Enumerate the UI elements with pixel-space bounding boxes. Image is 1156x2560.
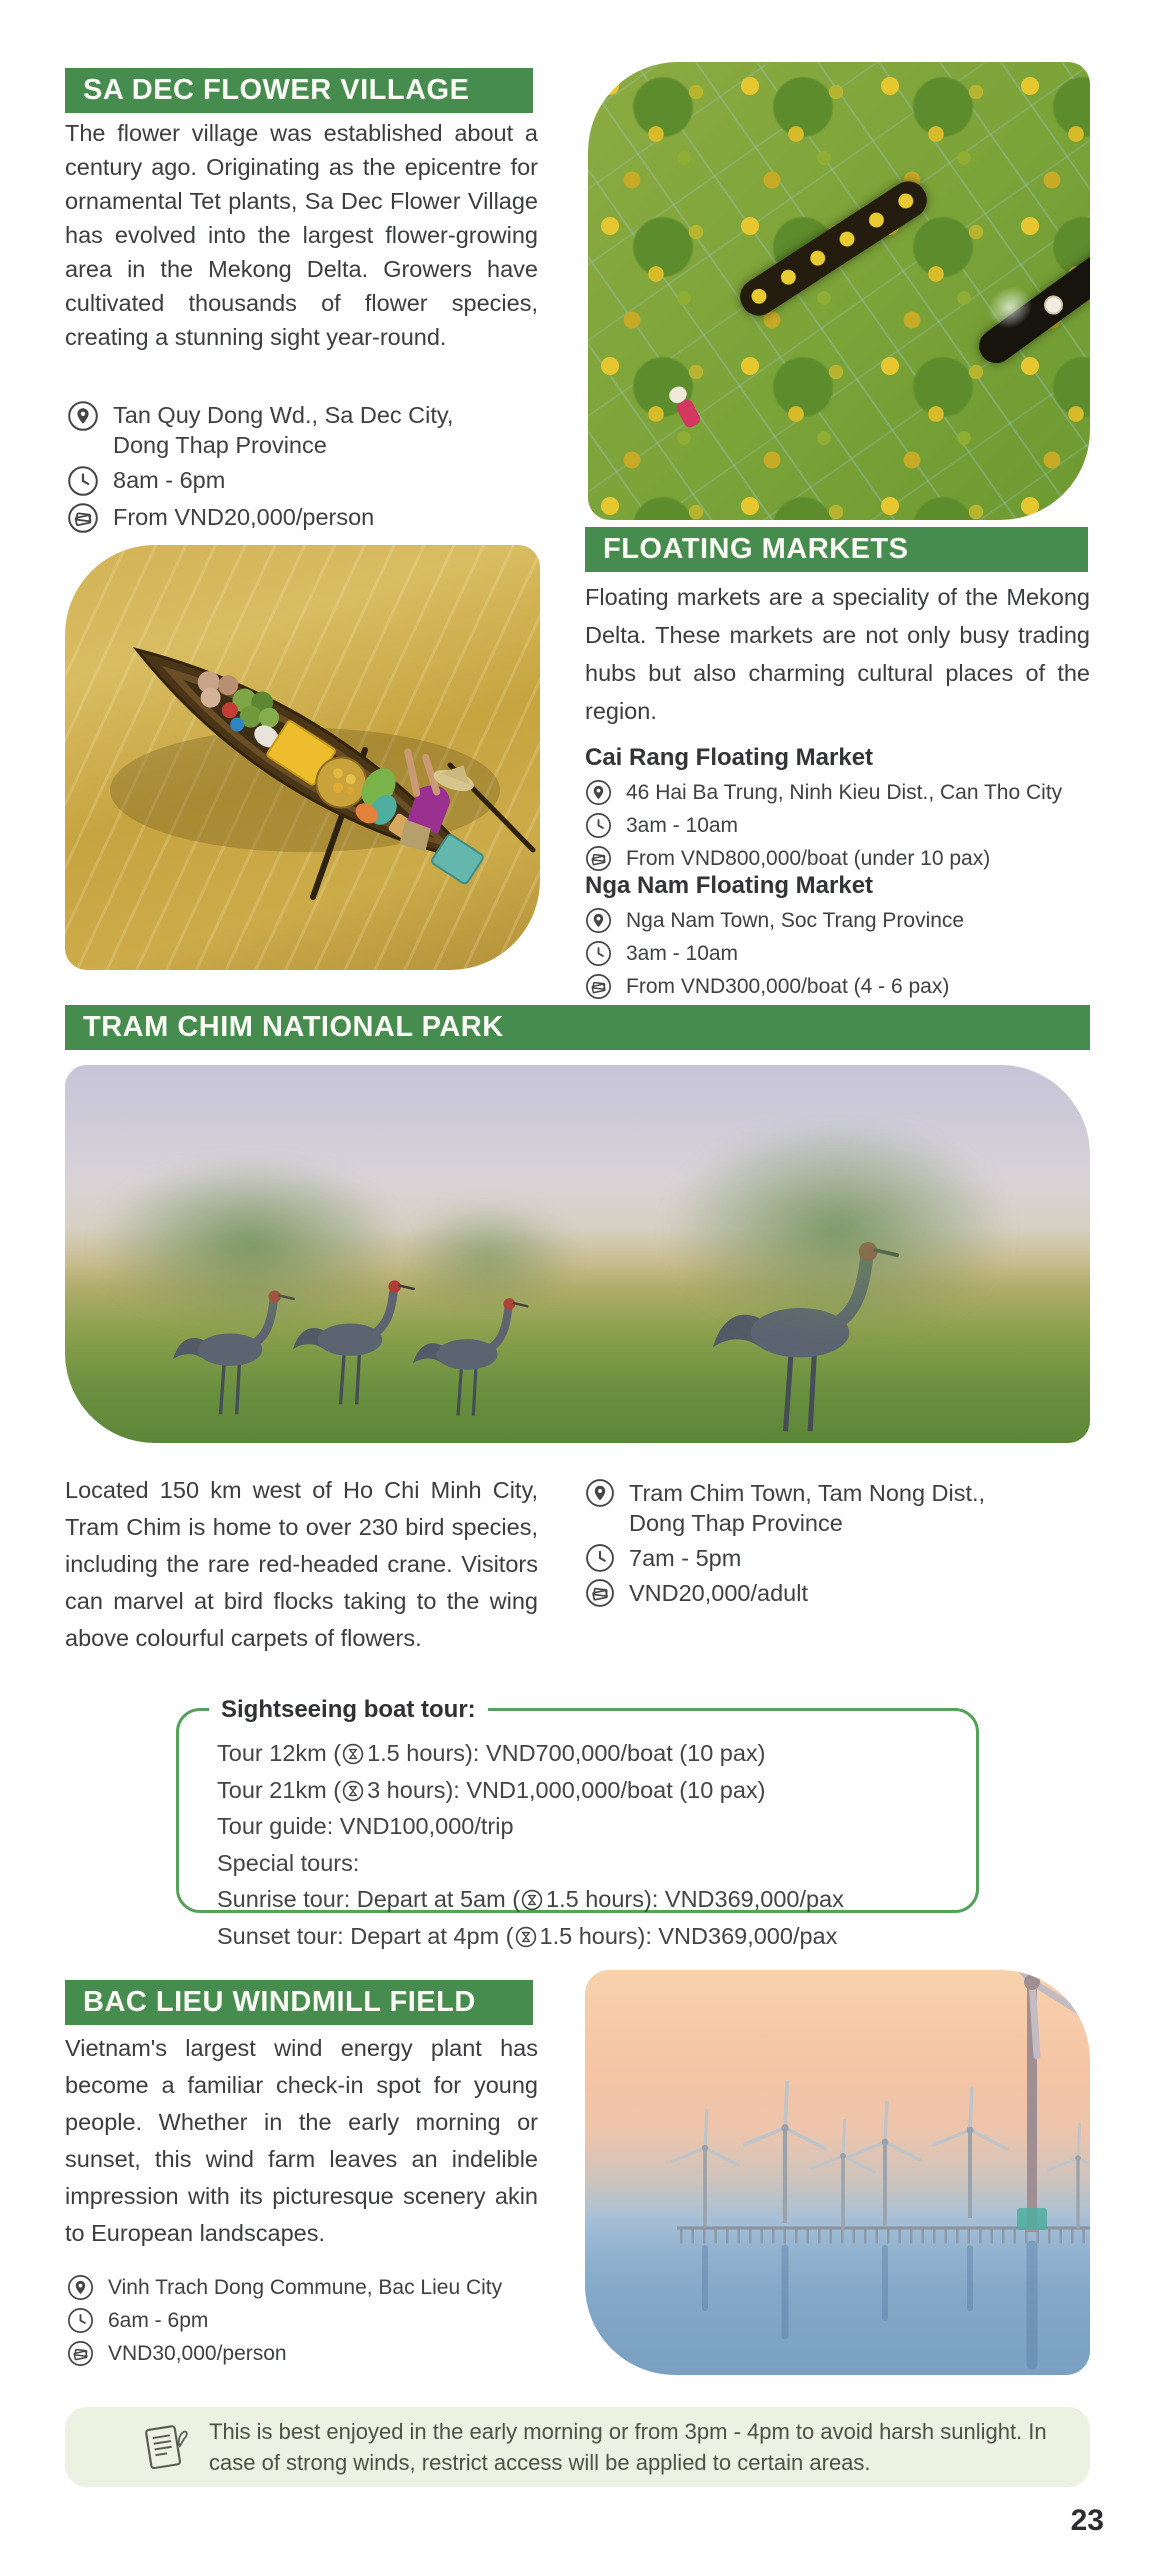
location-line2: Dong Thap Province: [113, 432, 327, 458]
market-name: Nga Nam Floating Market: [585, 872, 874, 899]
location-text: Nga Nam Town, Soc Trang Province: [626, 909, 965, 932]
tour-line: [217, 1881, 976, 1918]
tour-line-text: Tour guide: VND100,000/trip: [217, 1813, 514, 1839]
location-line2: Dong Thap Province: [629, 1510, 843, 1536]
sightseeing-boat-tour-box: [176, 1696, 979, 1949]
market-boat-illustration: [65, 545, 540, 970]
sa-dec-photo: [588, 62, 1090, 520]
location-text: 46 Hai Ba Trung, Ninh Kieu Dist., Can Tho City: [626, 781, 1063, 804]
market-name: Cai Rang Floating Market: [585, 744, 874, 771]
section-title: SA DEC FLOWER VILLAGE: [83, 74, 470, 106]
price-text: From VND800,000/boat (under 10 pax): [626, 847, 991, 870]
price-text: From VND300,000/boat (4 - 6 pax): [626, 975, 950, 998]
money-icon: [67, 502, 99, 534]
tree: [95, 1157, 405, 1332]
clock-icon: [67, 2307, 94, 2334]
tip-note-text: This is best enjoyed in the early morning or from 3pm - 4pm to avoid harsh sunlight. In case of strong winds, restrict access will be applied to certain areas.: [209, 2419, 1047, 2475]
money-icon: [585, 973, 612, 1000]
tour-line-text: Sunrise tour: Depart at 5am (: [217, 1886, 521, 1912]
tour-box-title: Sightseeing boat tour:: [209, 1694, 488, 1726]
tip-note-box: [65, 2407, 1090, 2487]
hours-text: 3am - 10am: [626, 942, 739, 965]
clock-icon: [67, 465, 99, 497]
section-title: FLOATING MARKETS: [603, 533, 909, 565]
info-row-hours: [67, 465, 540, 497]
clock-icon: [585, 812, 612, 839]
floating-markets-description: Floating markets are a speciality of the Mekong Delta. These markets are not only busy trading hubs but also charming cultural places of the region.: [585, 584, 1090, 724]
tour-line: [217, 1808, 976, 1845]
flower-boat: [733, 174, 933, 322]
wind-turbines-illustration: [585, 1970, 1090, 2375]
price-text: VND30,000/person: [108, 2342, 287, 2365]
flower-boat: [972, 204, 1090, 370]
tour-line: [217, 1918, 976, 1955]
location-text: [629, 1478, 985, 1538]
info-row-location: [67, 400, 540, 460]
location-pin-icon: [585, 779, 612, 806]
tree: [395, 1200, 580, 1315]
bac-lieu-info: [67, 2274, 540, 2373]
tram-chim-info: [585, 1478, 1090, 1613]
info-row-price: [67, 2340, 540, 2368]
info-row-location: [585, 1478, 1090, 1538]
location-text: [113, 400, 453, 460]
section-header-sa-dec: [65, 68, 533, 113]
section-header-bac-lieu: [65, 1980, 533, 2025]
bac-lieu-description: Vietnam's largest wind energy plant has become a familiar check-in spot for young people. Whether in the early morning or sunset, this wind farm leaves an indelible impression with its picturesque scenery akin to European landscapes.: [65, 2035, 538, 2246]
sa-dec-info: [67, 400, 540, 539]
money-icon: [67, 2340, 94, 2367]
section-title: TRAM CHIM NATIONAL PARK: [83, 1011, 504, 1043]
water-spray: [980, 278, 1041, 337]
location-text: Vinh Trach Dong Commune, Bac Lieu City: [108, 2276, 503, 2299]
section-title: BAC LIEU WINDMILL FIELD: [83, 1986, 476, 2018]
location-line1: Tan Quy Dong Wd., Sa Dec City,: [113, 402, 454, 428]
info-row-location: [585, 779, 1090, 807]
price-text: VND20,000/adult: [629, 1580, 808, 1606]
tour-line: [217, 1845, 976, 1882]
tour-line-text: 1.5 hours): VND369,000/pax: [546, 1886, 844, 1912]
tour-line: [217, 1735, 976, 1772]
sa-dec-description: The flower village was established about a century ago. Originating as the epicentre for ornamental Tet plants, Sa Dec Flower Village has evolved into the largest flower-growing area in the Mekong Delta. Growers have cultivated thousands of flower species, creating a stunning sight year-round.: [65, 120, 538, 350]
location-pin-icon: [585, 907, 612, 934]
money-icon: [585, 845, 612, 872]
tour-line-text: 1.5 hours): VND369,000/pax: [539, 1922, 838, 1949]
info-row-hours: [585, 940, 1090, 968]
location-pin-icon: [585, 1478, 615, 1508]
hours-text: 3am - 10am: [626, 814, 739, 837]
hours-text: 8am - 6pm: [113, 467, 226, 493]
memo-note-icon: [137, 2418, 191, 2476]
tour-line-text: 3 hours): VND1,000,000/boat (10 pax): [367, 1776, 766, 1803]
price-text: From VND20,000/person: [113, 504, 375, 530]
hourglass-icon: [521, 1889, 543, 1911]
info-row-hours: [67, 2307, 540, 2335]
tram-chim-description: Located 150 km west of Ho Chi Minh City, Tram Chim is home to over 230 bird species, including the rare red-headed crane. Visitors can marvel at bird flocks taking to the wing above colourful carpets of flowers.: [65, 1477, 538, 1651]
hours-text: 7am - 5pm: [629, 1545, 742, 1571]
info-row-location: [585, 907, 1090, 935]
tour-line: [217, 1772, 976, 1809]
market-cai-rang: [585, 744, 1090, 878]
info-row-hours: [585, 812, 1090, 840]
farmer-hat: [1040, 292, 1067, 319]
hours-text: 6am - 6pm: [108, 2309, 209, 2332]
clock-icon: [585, 940, 612, 967]
hourglass-icon: [515, 1926, 537, 1948]
tour-box-lines: [179, 1711, 976, 1954]
info-row-price: [585, 1578, 1090, 1608]
tree: [665, 1120, 1010, 1340]
tour-line-text: 1.5 hours): VND700,000/boat (10 pax): [367, 1740, 766, 1766]
section-header-floating-markets: [585, 527, 1088, 572]
hourglass-icon: [342, 1743, 364, 1765]
farmer-hat: [666, 383, 689, 406]
bac-lieu-photo: [585, 1970, 1090, 2375]
tour-line-text: Tour 12km (: [217, 1740, 342, 1766]
farmer-figure: [675, 398, 703, 430]
location-pin-icon: [67, 2274, 94, 2301]
floating-market-photo: [65, 545, 540, 970]
tram-chim-photo: [65, 1065, 1090, 1443]
info-row-price: [67, 502, 540, 534]
page-number: 23: [1070, 2504, 1104, 2537]
clock-icon: [585, 1543, 615, 1573]
tour-line-text: Special tours:: [217, 1849, 360, 1876]
tour-line-text: Sunset tour: Depart at 4pm (: [217, 1922, 514, 1949]
tour-line-text: Tour 21km (: [217, 1776, 342, 1803]
info-row-hours: [585, 1543, 1090, 1573]
location-line1: Tram Chim Town, Tam Nong Dist.,: [629, 1480, 986, 1506]
info-row-price: [585, 845, 1090, 873]
market-nga-nam: [585, 872, 1090, 1006]
info-row-price: [585, 973, 1090, 1001]
hourglass-icon: [342, 1780, 364, 1802]
money-icon: [585, 1578, 615, 1608]
section-header-tram-chim: [65, 1005, 1090, 1050]
info-row-location: [67, 2274, 540, 2302]
location-pin-icon: [67, 400, 99, 432]
